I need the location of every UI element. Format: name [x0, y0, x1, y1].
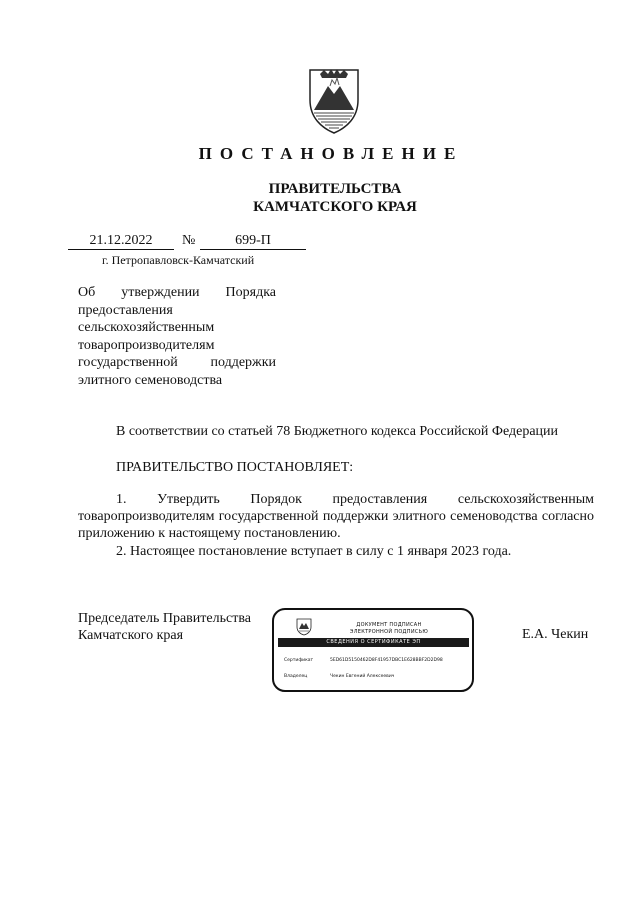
document-subject	[78, 284, 276, 389]
stamp-header-line-1: ДОКУМЕНТ ПОДПИСАН	[356, 622, 422, 628]
resolution-item-2: 2. Настоящее постановление вступает в силу с 1 января 2023 года.	[116, 544, 512, 559]
owner-label: Владелец	[284, 674, 308, 679]
document-type-title: ПОСТАНОВЛЕНИЕ	[198, 144, 464, 163]
resolution-heading: ПРАВИТЕЛЬСТВО ПОСТАНОВЛЯЕТ:	[116, 460, 354, 475]
signatory-title	[78, 610, 251, 644]
authority-line-1: ПРАВИТЕЛЬСТВА	[268, 181, 402, 197]
stamp-header-line-2: ЭЛЕКТРОННОЙ ПОДПИСЬЮ	[349, 629, 429, 635]
signatory-title-line-1: Председатель Правительства	[78, 611, 251, 626]
signatory-name: Е.А. Чекин	[522, 627, 589, 642]
document-date: 21.12.2022	[68, 233, 174, 250]
stamp-certificate-bar: СВЕДЕНИЯ О СЕРТИФИКАТЕ ЭП	[278, 638, 469, 647]
subject-line: предоставления	[78, 302, 173, 318]
stamp-emblem-icon	[296, 618, 312, 636]
legal-basis-paragraph: В соответствии со статьей 78 Бюджетного кодекса Российской Федерации	[116, 424, 559, 439]
subject-line: сельскохозяйственным	[78, 320, 215, 335]
subject-line: элитного семеноводства	[78, 372, 223, 388]
signatory-title-line-2: Камчатского края	[78, 628, 184, 643]
subject-line: товаропроизводителям	[78, 337, 215, 353]
resolution-item-1: 1. Утвердить Порядок предоставления сельскохозяйственным товаропроизводителям государственной поддержки элитного семеноводства согласно приложению к настоящему постановлению.	[78, 492, 594, 541]
certificate-label: Сертификат	[284, 658, 314, 663]
city-name: г. Петропавловск-Камчатский	[102, 253, 255, 267]
certificate-value: 5ED61D5150462D8F41957DBC1E628BBF2D2D98	[330, 658, 443, 663]
document-number: 699-П	[200, 233, 306, 250]
subject-line: Об утверждении Порядка	[78, 285, 276, 300]
electronic-signature-stamp	[272, 608, 474, 692]
coat-of-arms-emblem	[302, 66, 366, 136]
number-sign: №	[182, 233, 196, 248]
authority-line-2: КАМЧАТСКОГО КРАЯ	[253, 199, 417, 215]
subject-line: государственной поддержки	[78, 355, 276, 370]
owner-value: Чекин Евгений Алексеевич	[330, 674, 395, 679]
